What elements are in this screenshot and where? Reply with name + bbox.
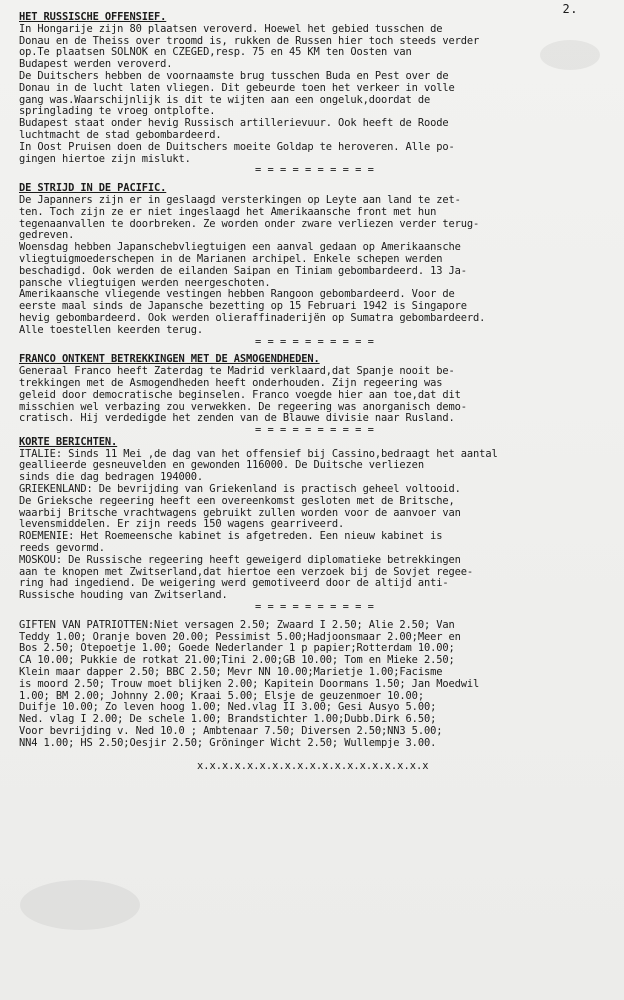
- text-line: eerste maal sinds de Japansche bezetting op 15 Februari 1942 is Singapore: [19, 300, 467, 313]
- section-separator: = = = = = = = = = =: [255, 164, 374, 177]
- text-line: cratisch. Hij verdedigde het zenden van de Blauwe divisie naar Rusland.: [19, 412, 455, 425]
- text-line: De Grieksche regeering heeft een overeenkomst gesloten met de Britsche,: [19, 494, 455, 507]
- text-line: tegenaanvallen te doorbreken. Ze worden onder zware verliezen verder terug-: [19, 217, 480, 230]
- text-line: gingen hiertoe zijn mislukt.: [19, 152, 191, 165]
- text-line: Donau in de lucht laten vliegen. Dit gebeurde toen het verkeer in volle: [19, 81, 455, 94]
- gift-line: NN4 1.00; HS 2.50;Oesjir 2.50; Gröninger Wicht 2.50; Wullempje 3.00.: [19, 736, 437, 749]
- text-line: ring had ingediend. De weigering werd gemotiveerd door de altijd anti-: [19, 577, 449, 590]
- section-pacific: [19, 183, 611, 336]
- text-line: Generaal Franco heeft Zaterdag te Madrid verklaard,dat Spanje nooit be-: [19, 365, 455, 378]
- gift-line: GIFTEN VAN PATRIOTTEN:Niet versagen 2.50; Zwaard I 2.50; Alie 2.50; Van: [19, 618, 455, 631]
- gift-line: Klein maar dapper 2.50; BBC 2.50; Mevr NN 10.00;Marietje 1.00;Facisme: [19, 666, 443, 679]
- text-line: GRIEKENLAND: De bevrijding van Griekenland is practisch geheel voltooid.: [19, 483, 461, 496]
- text-line: De Japanners zijn er in geslaagd versterkingen op Leyte aan land te zet-: [19, 193, 461, 206]
- text-line: beschadigd. Ook werden de eilanden Saipan en Tiniam gebombardeerd. 13 Ja-: [19, 264, 467, 277]
- document-body: [19, 12, 611, 772]
- text-line: ten. Toch zijn ze er niet ingeslaagd het Amerikaansche front met hun: [19, 205, 437, 218]
- text-line: ITALIE: Sinds 11 Mei ,de dag van het offensief bij Cassino,bedraagt het aantal: [19, 447, 498, 460]
- section-franco: [19, 354, 611, 425]
- text-line: reeds gevormd.: [19, 542, 105, 555]
- text-line: MOSKOU: De Russische regeering heeft geweigerd diplomatieke betrekkingen: [19, 553, 461, 566]
- section-separator: = = = = = = = = = =: [255, 335, 374, 348]
- gift-line: Voor bevrijding v. Ned 10.0 ; Ambtenaar 7.50; Diversen 2.50;NN3 5.00;: [19, 725, 443, 738]
- section-heading: HET RUSSISCHE OFFENSIEF.: [19, 11, 167, 23]
- text-line: Budapest staat onder hevig Russisch artillerievuur. Ook heeft de Roode: [19, 117, 449, 130]
- section-separator: = = = = = = = = = =: [255, 601, 374, 614]
- gifts-list: [19, 620, 611, 750]
- text-line: springlading te vroeg ontplofte.: [19, 105, 216, 118]
- text-line: In Oost Pruisen doen de Duitschers moeite Goldap te heroveren. Alle po-: [19, 140, 455, 153]
- page-number: 2.: [562, 2, 578, 16]
- gift-line: Duifje 10.00; Zo leven hoog 1.00; Ned.vlag II 3.00; Gesi Ausyo 5.00;: [19, 701, 437, 714]
- text-line: Woensdag hebben Japanschebvliegtuigen een aanval gedaan op Amerikaansche: [19, 241, 461, 254]
- text-line: gang was.Waarschijnlijk is dit te wijten aan een ongeluk,doordat de: [19, 93, 431, 106]
- text-line: geleid door democratische beginselen. Franco voegde hier aan toe,dat dit: [19, 388, 461, 401]
- text-line: Donau en de Theiss over troomd is, rukken de Russen hier toch steeds verder: [19, 34, 480, 47]
- gift-line: CA 10.00; Pukkie de rotkat 21.00;Tini 2.00;GB 10.00; Tom en Mieke 2.50;: [19, 654, 455, 667]
- section-heading: KORTE BERICHTEN.: [19, 435, 118, 448]
- gift-line: Ned. vlag I 2.00; De schele 1.00; Brandstichter 1.00;Dubb.Dirk 6.50;: [19, 713, 437, 726]
- text-line: gedreven.: [19, 229, 75, 242]
- text-line: geallieerde gesneuvelden en gewonden 116000. De Duitsche verliezen: [19, 459, 424, 472]
- text-line: sinds die dag bedragen 194000.: [19, 471, 204, 484]
- text-line: levensmiddelen. Er zijn reeds 150 wagens gearriveerd.: [19, 518, 345, 531]
- text-line: misschien wel verbazing zou verwekken. De regeering was anorganisch demo-: [19, 400, 467, 413]
- text-line: aan te knopen met Zwitserland,dat hiertoe een verzoek bij de Sovjet regee-: [19, 565, 474, 578]
- text-line: Amerikaansche vliegende vestingen hebben Rangoon gebombardeerd. Voor de: [19, 288, 455, 301]
- text-line: waarbij Britsche vrachtwagens gebruikt zullen worden voor de aanvoer van: [19, 506, 461, 519]
- text-line: vliegtuigmoederschepen in de Marianen archipel. Enkele schepen werden: [19, 252, 443, 265]
- gift-line: Bos 2.50; Otepoetje 1.00; Goede Nederlander 1 p papier;Rotterdam 10.00;: [19, 642, 455, 655]
- text-line: De Duitschers hebben de voornaamste brug tusschen Buda en Pest over de: [19, 69, 449, 82]
- gift-line: is moord 2.50; Trouw moet blijken 2.00; Kapitein Doormans 1.50; Jan Moedwil: [19, 677, 480, 690]
- section-separator: = = = = = = = = = =: [255, 424, 374, 437]
- section-short-reports: [19, 437, 611, 602]
- text-line: pansche vliegtuigen werden neergeschoten.: [19, 276, 271, 289]
- text-line: luchtmacht de stad gebombardeerd.: [19, 128, 222, 141]
- text-line: Alle toestellen keerden terug.: [19, 323, 204, 336]
- text-line: In Hongarije zijn 80 plaatsen veroverd. Hoewel het gebied tusschen de: [19, 22, 443, 35]
- paper-smudge: [20, 880, 140, 930]
- text-line: trekkingen met de Asmogendheden heeft onderhouden. Zijn regeering was: [19, 376, 443, 389]
- text-line: ROEMENIE: Het Roemeensche kabinet is afgetreden. Een nieuw kabinet is: [19, 530, 443, 543]
- gift-line: 1.00; BM 2.00; Johnny 2.00; Kraai 5.00; Elsje de geuzenmoer 10.00;: [19, 689, 424, 702]
- text-line: hevig gebombardeerd. Ook werden olieraffinaderijën op Sumatra gebombardeerd.: [19, 311, 486, 324]
- text-line: Budapest werden veroverd.: [19, 58, 173, 71]
- section-russian-offensive: [19, 12, 611, 165]
- section-heading: DE STRIJD IN DE PACIFIC.: [19, 182, 167, 195]
- text-line: Russische houding van Zwitserland.: [19, 589, 228, 602]
- text-line: op.Te plaatsen SOLNOK en CZEGED,resp. 75 en 45 KM ten Oosten van: [19, 46, 412, 59]
- closing-mark: x.x.x.x.x.x.x.x.x.x.x.x.x.x.x.x.x.x.x: [197, 759, 429, 772]
- gift-line: Teddy 1.00; Oranje boven 20.00; Pessimist 5.00;Hadjoonsmaar 2.00;Meer en: [19, 630, 461, 643]
- section-heading: FRANCO ONTKENT BETREKKINGEN MET DE ASMOGENDHEDEN.: [19, 353, 320, 366]
